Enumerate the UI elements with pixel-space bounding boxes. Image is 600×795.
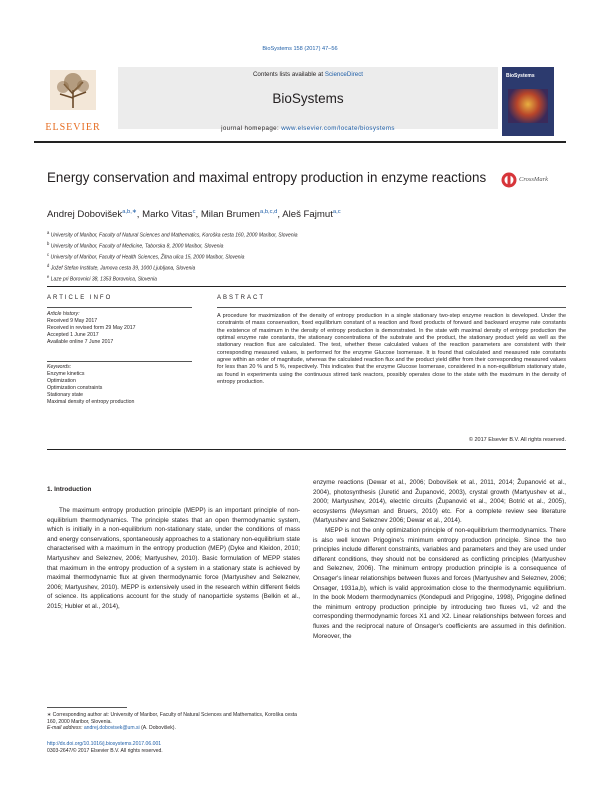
keyword-item: Maximal density of entropy production bbox=[47, 398, 135, 405]
issn-line: 0303-2647/© 2017 Elsevier B.V. All rights reserved. bbox=[47, 747, 163, 754]
publisher-name: ELSEVIER bbox=[45, 122, 101, 133]
footnote-rule bbox=[47, 707, 127, 708]
author-separator: , bbox=[136, 209, 143, 221]
introduction-heading: 1. Introduction bbox=[47, 486, 92, 493]
author-separator: , bbox=[277, 209, 283, 221]
author-affil-sup[interactable]: a,b,c,d bbox=[260, 209, 278, 215]
history-item: Received in revised form 29 May 2017 bbox=[47, 324, 136, 331]
doi-block bbox=[47, 741, 163, 754]
author-affil-sup[interactable]: a,b,∗ bbox=[122, 209, 137, 215]
journal-title: BioSystems bbox=[272, 91, 344, 106]
article-info-heading: ARTICLE INFO bbox=[47, 295, 113, 301]
body-column-right bbox=[313, 478, 566, 641]
homepage-prefix: journal homepage: bbox=[221, 125, 282, 132]
body-divider bbox=[47, 449, 566, 450]
crossmark-icon bbox=[501, 172, 517, 188]
abstract-heading: ABSTRACT bbox=[217, 295, 266, 301]
sciencedirect-link[interactable]: ScienceDirect bbox=[324, 71, 364, 78]
contents-prefix: Contents lists available at bbox=[252, 71, 325, 78]
abstract-text: A procedure for maximization of the density of entropy production in a single stationary two-step enzyme reaction is developed. Under the constraints of mass conservation, fixed equilibrium constant of a reaction and fixed products of forward and backward enzyme rate constants the existence of maximum in the density of entropy production is demonstrated. In the state with maximal density of entropy production the optimal enzyme rate constants, the stationary concentrations of the substrate and the product, the stationary product yield as well as the stationary reaction flux are calculated. The test, whether these calculated values of the reaction parameters are consistent with their corresponding measured values, is performed for the enzyme Glucose Isomerase. It is found that calculated and measured rate constants agree within an order of magnitude, whereas the calculated reaction flux and the product yield differ from their corresponding measured values for less than 20 % and 5 %, respectively. This indicates that the enzyme Glucose Isomerase, considered in a non-equilibrium stationary state, as found in experiments using the continuous stirred tank reactors, possibly operates close to the state with the maximum in the density of entropy production. bbox=[217, 313, 566, 386]
author-affil-sup[interactable]: a,c bbox=[332, 209, 341, 215]
author-list bbox=[47, 209, 341, 220]
keyword-item: Stationary state bbox=[47, 391, 84, 398]
affiliation-item: $^a$ University of Maribor, Faculty of Natural Sciences and Mathematics, Koroška cesta 160, 2000 Maribor, Slovenia bbox=[47, 230, 298, 239]
homepage-link[interactable]: www.elsevier.com/locate/biosystems bbox=[281, 125, 395, 132]
cover-title: BioSystems bbox=[506, 73, 535, 79]
email-line bbox=[47, 725, 300, 732]
keywords-block bbox=[47, 364, 192, 405]
body-paragraph: MEPP is not the only optimization principle of non-equilibrium thermodynamics. There is also well known Prigogine's minimum entropy production principle. Since the two principles include different constraints, variables and parameters and they are used under different conditions, they should not be considered as conflicting principles (Martyushev and Seleznev, 2006). The minimum entropy production principle is a consequence of Onsager's linear relationships between fluxes and forces (Martyushev and Seleznev, 2006; Onsager, 1931a,b), which is valid approximation close to the thermodynamic equilibrium. In the book Modern thermodynamics (Kondepudi and Prigogine, 1998), Prigogine defined the minimum entropy production principle by introducing two fluxes v1, v2 and the corresponding thermodynamic forces X1 and X2. Linear relationships between forces and fluxes and the reciprocal nature of Onsager's coefficients are assumed in this definition. Moreover, the bbox=[313, 526, 566, 640]
body-column-left bbox=[47, 506, 300, 612]
author-affil-sup[interactable]: c bbox=[192, 209, 196, 215]
author-separator: , bbox=[195, 209, 201, 221]
cover-artwork bbox=[508, 89, 548, 123]
author-name[interactable]: Marko Vitas bbox=[142, 209, 193, 221]
contents-line bbox=[118, 71, 498, 78]
keyword-item: Optimization constraints bbox=[47, 384, 103, 391]
keyword-item: Optimization bbox=[47, 377, 76, 384]
abstract-copyright: © 2017 Elsevier B.V. All rights reserved. bbox=[468, 437, 566, 443]
journal-citation[interactable]: BioSystems 158 (2017) 47–56 bbox=[262, 46, 338, 52]
article-history bbox=[47, 311, 192, 346]
author-name[interactable]: Aleš Fajmut bbox=[282, 209, 333, 221]
email-label: E-mail address: bbox=[47, 725, 84, 732]
abstract-rule bbox=[217, 307, 566, 308]
keywords-rule bbox=[47, 361, 192, 362]
affiliation-list bbox=[47, 229, 298, 284]
crossmark-label: CrossMark bbox=[519, 176, 549, 183]
body-paragraph: The maximum entropy production principle (MEPP) is an important principle of non-equilibrium thermodynamics. The principle states that an open thermodynamic system, which is initially in a non-equilibrium non-stationary state, under the conditions of mass and energy conservations, spontaneously approaches to a stationary non-equilibrium state characterised with a maximum in the entropy production (MEP) (Dyke and Kleidon, 2010; Martyushev and Seleznev, 2006; Martyushev, 2010). Basic formulation of MEPP states that maximum in the entropy production of a system in a stationary state is achieved by maximal thermodynamic flux at given thermodynamic force (Martyushev and Seleznev, 2006; Martyushev, 2010). MEPP is extensively used in the research within different fields of science. Its applications account for the study of nanoparticle systems (Belkin et al., 2015; Hubler et al., 2014), bbox=[47, 507, 300, 610]
keyword-item: Enzyme kinetics bbox=[47, 370, 85, 377]
corresponding-author-note: ∗ Corresponding author at: University of Maribor, Faculty of Natural Sciences and Mathematics, Koroška cesta 160, 2000 Maribor, Slovenia. bbox=[47, 712, 298, 725]
author-name[interactable]: Milan Brumen bbox=[200, 209, 260, 221]
section-divider bbox=[47, 286, 566, 287]
email-link[interactable]: andrej.dobovisek@um.si bbox=[83, 725, 140, 732]
elsevier-logo bbox=[34, 66, 112, 128]
history-item: Accepted 1 June 2017 bbox=[47, 331, 99, 338]
elsevier-tree-icon bbox=[50, 70, 96, 110]
affiliation-item: $^d$ Jožef Stefan Institute, Jamova cesta 39, 1000 Ljubljana, Slovenia bbox=[47, 262, 196, 272]
history-label: Article history: bbox=[47, 311, 80, 317]
footnote bbox=[47, 712, 300, 732]
email-suffix: (A. Dobovišek). bbox=[139, 725, 176, 732]
affiliation-item: $^b$ University of Maribor, Faculty of Medicine, Taborska 8, 2000 Maribor, Slovenia bbox=[47, 240, 224, 250]
affiliation-item: $^e$ Laze pri Borovnici 38, 1353 Borovnica, Slovenia bbox=[47, 273, 157, 283]
homepage-line bbox=[118, 125, 498, 132]
author-name[interactable]: Andrej Dobovišek bbox=[47, 209, 123, 221]
history-item: Received 9 May 2017 bbox=[47, 317, 98, 324]
article-info-rule bbox=[47, 307, 192, 308]
crossmark-badge[interactable] bbox=[493, 172, 563, 188]
article-title: Energy conservation and maximal entropy production in enzyme reactions bbox=[47, 170, 487, 185]
body-paragraph: enzyme reactions (Dewar et al., 2006; Dobovišek et al., 2011, 2014; Županović et al., 2004), photosynthesis (Juretić and Županović, 2003), crystal growth (Martyushev et al., 2000; Martyushev, 2014), electric circuits (Županović et al., 2004; Botrić et al., 2005), ecosystems (Meysman and Bruers, 2010) etc. For a complete review see literature (Martyushev and Seleznev 2006; Dewar et al., 2014). bbox=[313, 479, 566, 525]
journal-cover-image bbox=[502, 67, 554, 136]
affiliation-item: $^c$ University of Maribor, Faculty of Health Sciences, Žitna ulica 15, 2000 Maribor, Slovenia bbox=[47, 251, 245, 261]
doi-link[interactable]: http://dx.doi.org/10.1016/j.biosystems.2017.06.001 bbox=[47, 741, 162, 747]
keywords-label: Keywords: bbox=[47, 364, 72, 370]
header-divider bbox=[34, 141, 566, 143]
history-item: Available online 7 June 2017 bbox=[47, 338, 114, 345]
